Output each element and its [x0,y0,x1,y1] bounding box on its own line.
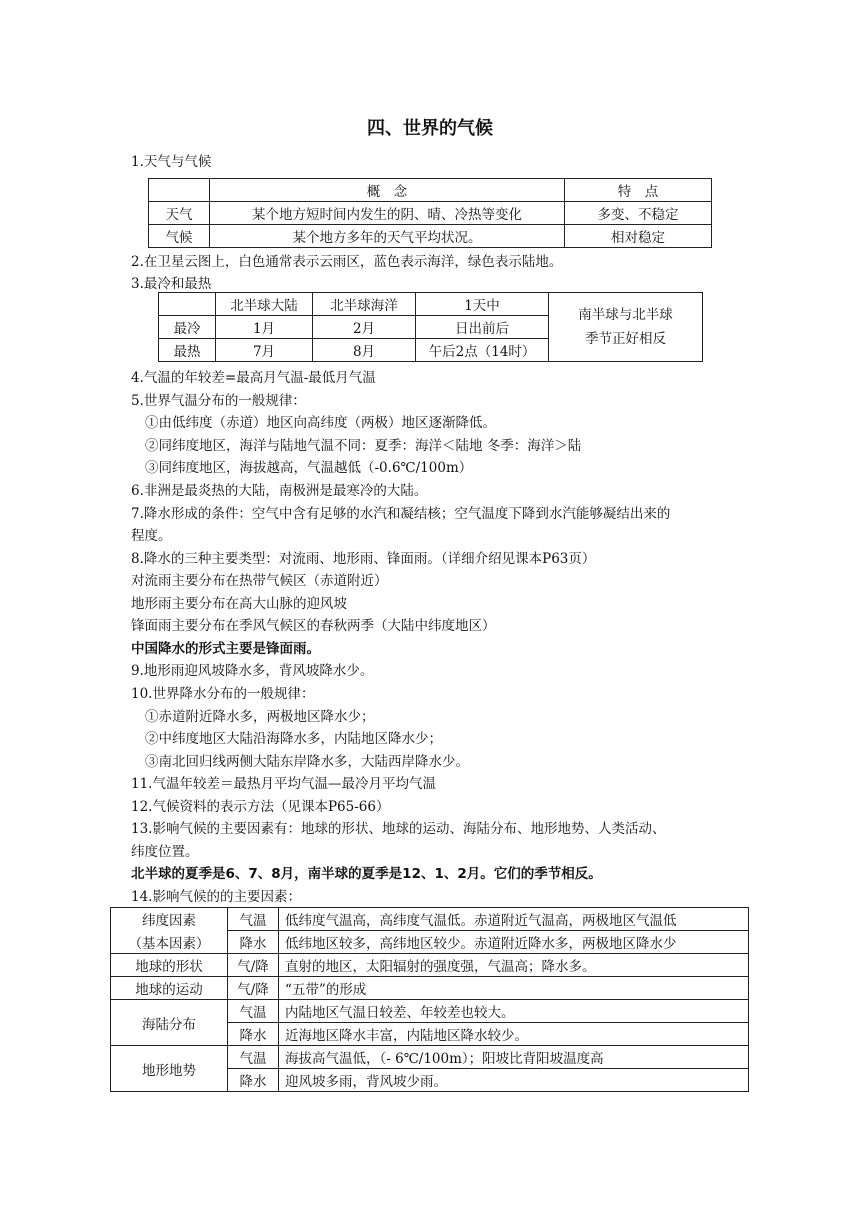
table-cell: 1月 [216,316,313,339]
table-cell: 午后2点（14时） [416,339,549,362]
factor-cell: 地球的运动 [111,977,228,1000]
text-line: 13.影响气候的主要因素有：地球的形状、地球的运动、海陆分布、地形地势、人类活动、 [131,821,666,837]
hemisphere-note-line: 季节正好相反 [585,331,666,347]
text-line: 4.气温的年较差=最高月气温-最低月气温 [131,370,376,386]
weather-climate-table [148,178,712,248]
factor-cell: （基本因素） [111,931,228,954]
description-cell: 直射的地区，太阳辐射的强度强，气温高；降水多。 [279,954,749,977]
table-row [149,179,712,202]
table-row [111,931,749,954]
table-cell: 某个地方短时间内发生的阴、晴、冷热等变化 [210,202,565,225]
climate-factors-table [110,907,749,1092]
aspect-cell: 气/降 [228,954,279,977]
text-line: 程度。 [131,528,172,544]
table-header-cell: 概 念 [210,179,565,202]
text-line: ①赤道附近降水多，两极地区降水少； [145,709,375,725]
aspect-cell: 气/降 [228,977,279,1000]
description-cell: 迎风坡多雨，背风坡少雨。 [279,1069,749,1092]
table-cell: 日出前后 [416,316,549,339]
description-cell: “五带”的形成 [279,977,749,1000]
text-line: ②中纬度地区大陆沿海降水多，内陆地区降水少； [145,731,442,747]
table-row [111,1000,749,1023]
table-header-cell [159,293,216,316]
table-cell: 气候 [149,225,210,248]
factor-cell: 地球的形状 [111,954,228,977]
table-row [159,293,703,316]
text-line: 9.地形雨迎风坡降水多，背风坡降水少。 [131,663,374,679]
hemisphere-note-line: 南半球与北半球 [578,307,673,323]
table-cell: 相对稳定 [565,225,712,248]
aspect-cell: 降水 [228,1069,279,1092]
description-cell: 内陆地区气温日较差、年较差也较大。 [279,1000,749,1023]
aspect-cell: 气温 [228,908,279,931]
emphasis-line: 北半球的夏季是6、7、8月，南半球的夏季是12、1、2月。它们的季节相反。 [131,866,602,882]
text-line: 地形雨主要分布在高大山脉的迎风坡 [131,596,347,612]
text-line: 5.世界气温分布的一般规律： [131,393,306,409]
section-1-heading: 1.天气与气候 [131,154,212,170]
text-line: 10.世界降水分布的一般规律： [131,686,315,702]
text-line: 14.影响气候的的主要因素： [131,889,301,905]
table-header-cell: 1天中 [416,293,549,316]
text-line: ①由低纬度（赤道）地区向高纬度（两极）地区逐渐降低。 [145,415,496,431]
table-cell: 最冷 [159,316,216,339]
description-cell: 低纬地区较多，高纬地区较少。赤道附近降水多，两极地区降水少 [279,931,749,954]
text-line: ②同纬度地区，海洋与陆地气温不同：夏季：海洋＜陆地 冬季：海洋＞陆 [145,438,582,454]
aspect-cell: 降水 [228,1023,279,1046]
emphasis-line: 中国降水的形式主要是锋面雨。 [131,641,320,657]
table-header-cell: 特 点 [565,179,712,202]
table-cell: 某个地方多年的天气平均状况。 [210,225,565,248]
table-header-cell: 北半球大陆 [216,293,313,316]
table-cell: 天气 [149,202,210,225]
table-row [111,1046,749,1069]
text-line: 11.气温年较差＝最热月平均气温—最冷月平均气温 [131,776,436,792]
coldest-hottest-table [158,292,703,362]
factor-cell: 海陆分布 [111,1000,228,1046]
factor-cell: 地形地势 [111,1046,228,1092]
factor-cell: 纬度因素 [111,908,228,931]
text-line: 7.降水形成的条件：空气中含有足够的水汽和凝结核；空气温度下降到水汽能够凝结出来的 [131,506,671,522]
page-title: 四、世界的气候 [367,118,493,139]
aspect-cell: 气温 [228,1000,279,1023]
aspect-cell: 气温 [228,1046,279,1069]
text-line: 纬度位置。 [131,844,199,860]
table-row [111,908,749,931]
description-cell: 低纬度气温高，高纬度气温低。赤道附近气温高，两极地区气温低 [279,908,749,931]
table-header-cell [149,179,210,202]
table-header-cell: 北半球海洋 [313,293,416,316]
table-cell: 7月 [216,339,313,362]
table-cell: 多变、不稳定 [565,202,712,225]
table-cell: 最热 [159,339,216,362]
description-cell: 近海地区降水丰富，内陆地区降水较少。 [279,1023,749,1046]
hemisphere-note-cell [549,293,703,362]
aspect-cell: 降水 [228,931,279,954]
text-line: 锋面雨主要分布在季风气候区的春秋两季（大陆中纬度地区） [131,618,496,634]
table-row [149,202,712,225]
table-cell: 8月 [313,339,416,362]
table-cell: 2月 [313,316,416,339]
item-2: 2.在卫星云图上，白色通常表示云雨区，蓝色表示海洋，绿色表示陆地。 [131,254,563,270]
section-3-heading: 3.最冷和最热 [131,276,212,292]
text-line: ③南北回归线两侧大陆东岸降水多，大陆西岸降水少。 [145,754,469,770]
table-row [111,954,749,977]
table-row [149,225,712,248]
table-row [111,977,749,1000]
description-cell: 海拔高气温低，（- 6℃/100m）；阳坡比背阳坡温度高 [279,1046,749,1069]
text-line: 对流雨主要分布在热带气候区（赤道附近） [131,573,388,589]
text-line: 12.气候资料的表示方法（见课本P65-66） [131,799,390,815]
text-line: 8.降水的三种主要类型：对流雨、地形雨、锋面雨。（详细介绍见课本P63页） [131,551,596,567]
text-line: 6.非洲是最炎热的大陆，南极洲是最寒冷的大陆。 [131,483,428,499]
text-line: ③同纬度地区，海拔越高，气温越低（-0.6℃/100m） [145,460,473,476]
